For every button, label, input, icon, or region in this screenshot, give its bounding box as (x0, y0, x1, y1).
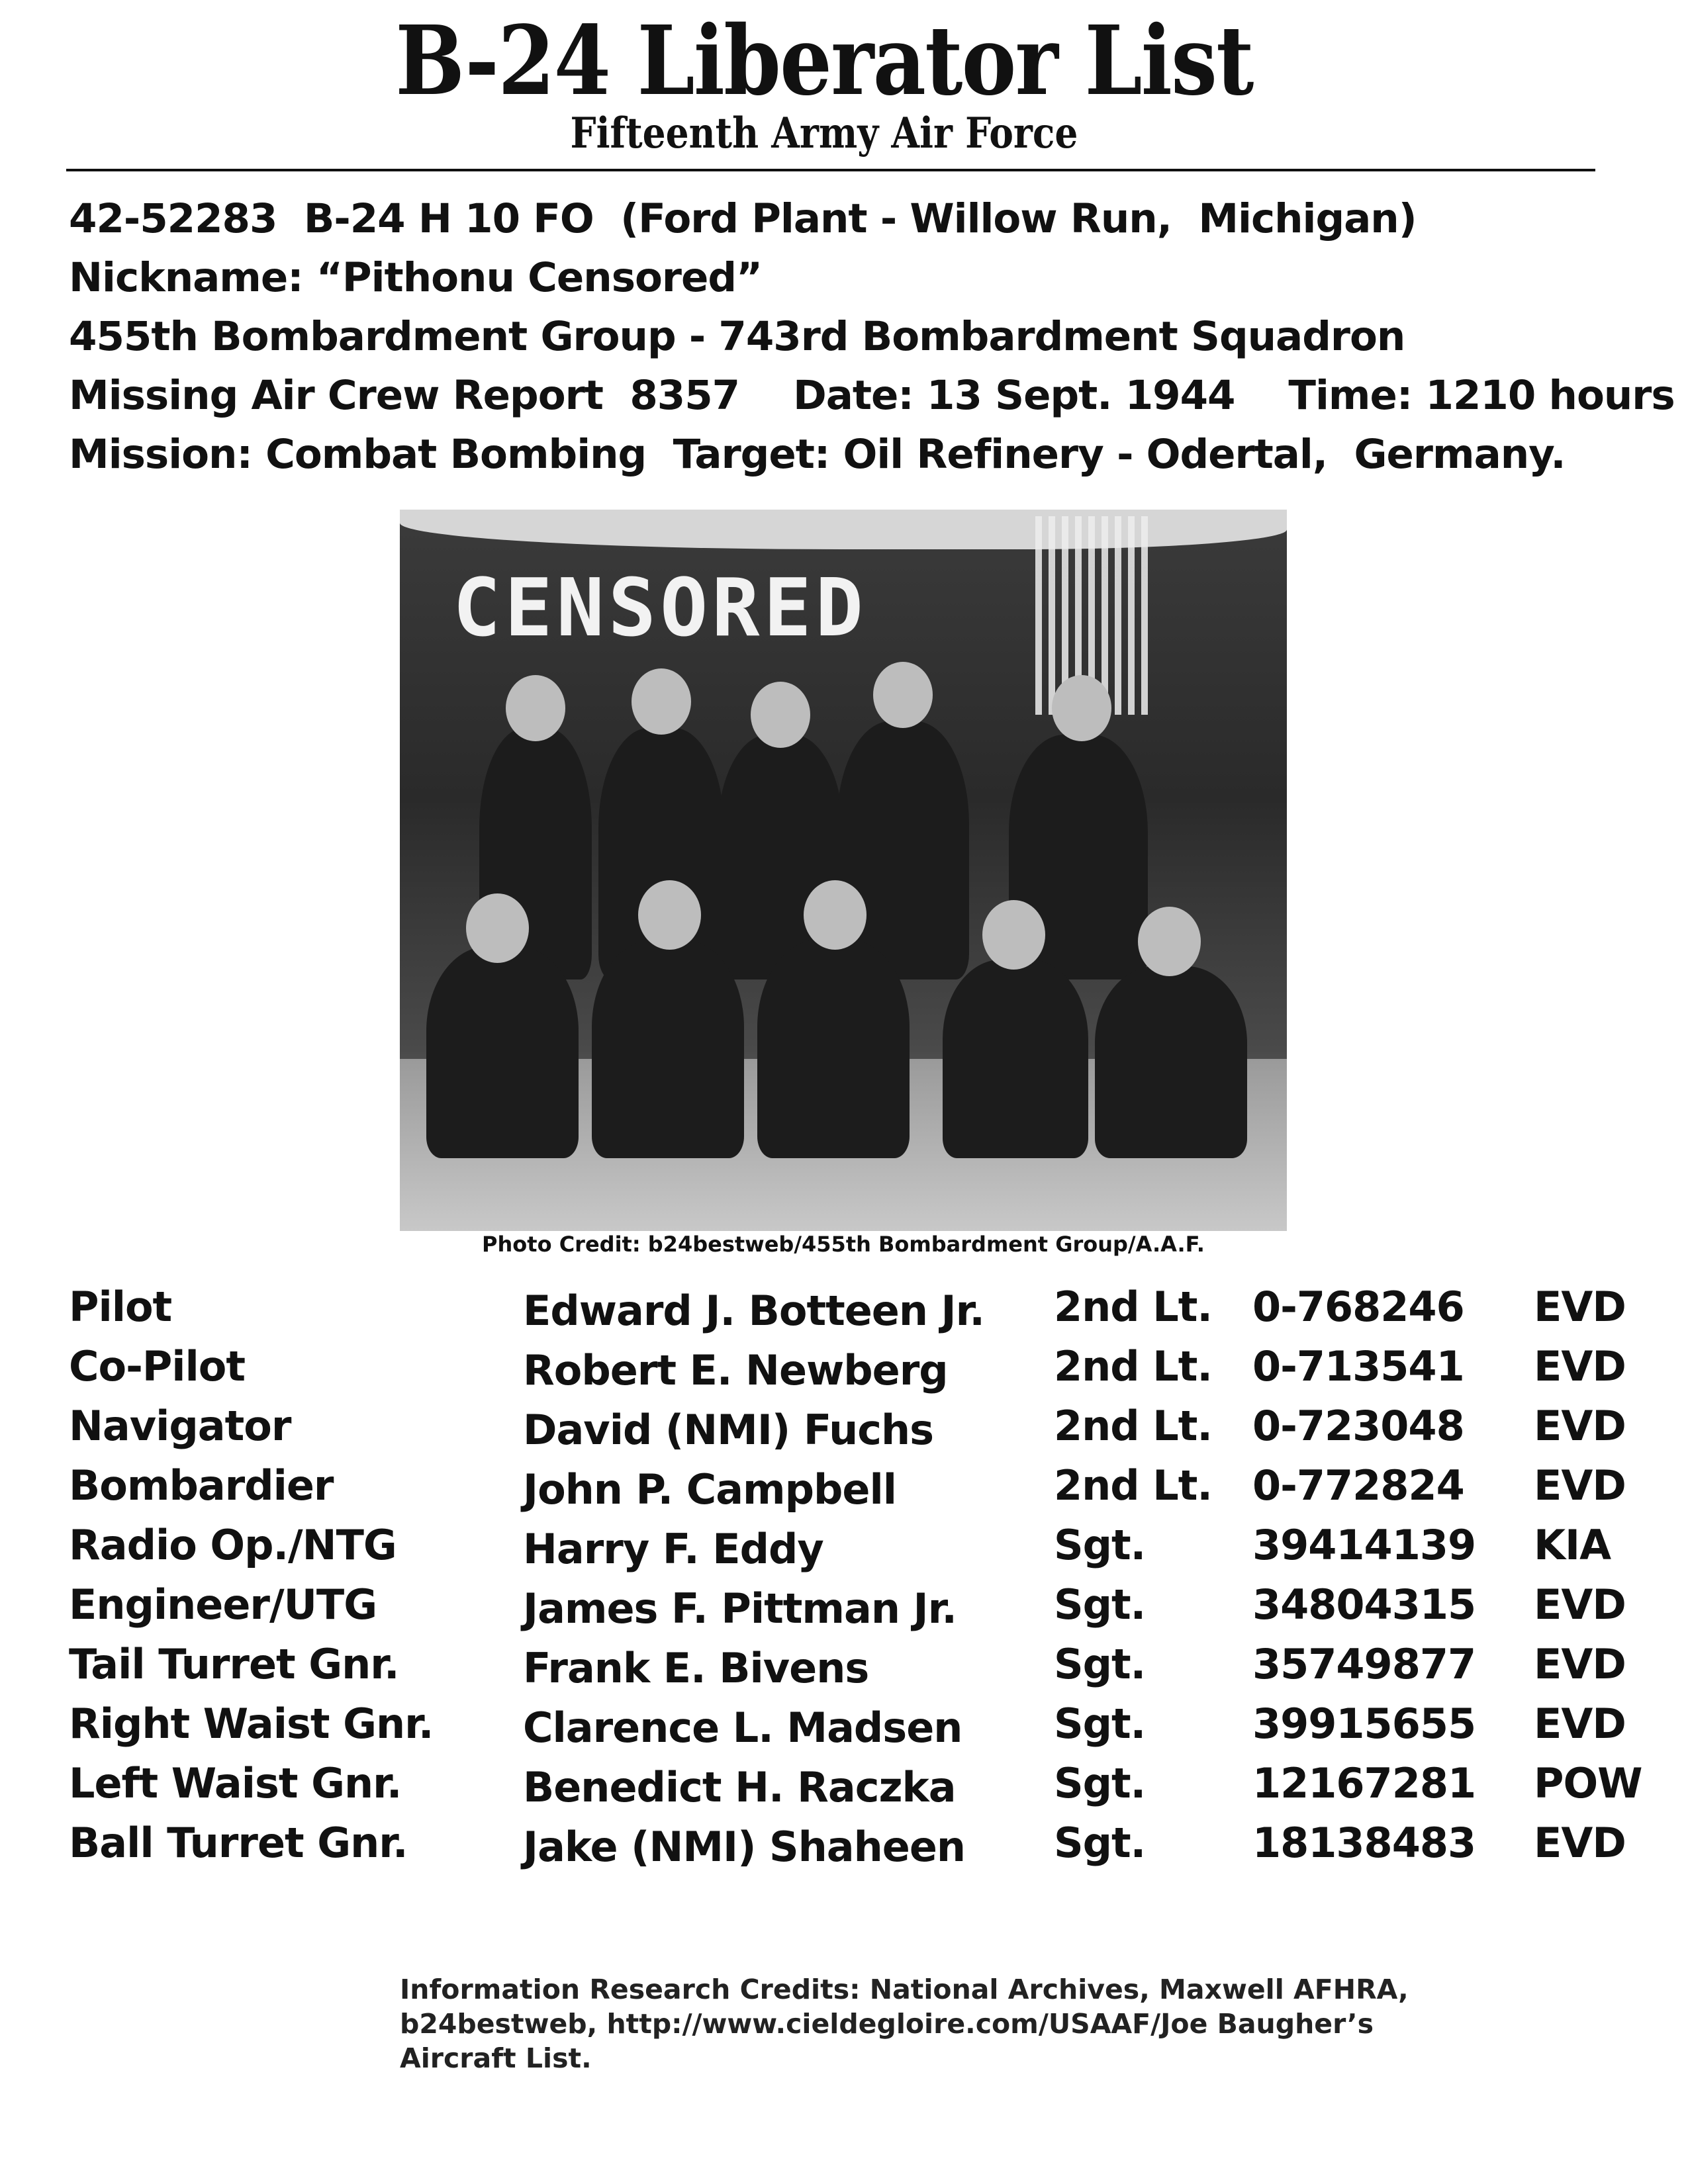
crew-rank: Sgt. (1054, 1819, 1146, 1867)
crew-serial: 0-723048 (1252, 1402, 1464, 1450)
crew-serial: 0-713541 (1252, 1342, 1464, 1390)
crew-status: EVD (1534, 1700, 1626, 1748)
crew-status: POW (1534, 1759, 1642, 1807)
research-credits-line: Information Research Credits: National Archives, Maxwell AFHRA, (400, 1974, 1409, 2005)
crew-serial: 0-768246 (1252, 1283, 1464, 1331)
crew-position: Engineer/UTG (69, 1580, 377, 1629)
crew-status: EVD (1534, 1342, 1626, 1390)
crew-serial: 18138483 (1252, 1819, 1476, 1867)
crew-row (69, 1635, 1684, 1694)
crew-position: Bombardier (69, 1461, 334, 1510)
photo-figure-head (466, 893, 529, 963)
photo-figure-head (873, 662, 933, 728)
crew-name: James F. Pittman Jr. (523, 1584, 957, 1633)
crew-row (69, 1754, 1684, 1813)
crew-rank: Sgt. (1054, 1640, 1146, 1688)
crew-name: Clarence L. Madsen (523, 1704, 962, 1752)
page-title: B-24 Liberator List (395, 5, 1253, 116)
photo-figure-head (506, 675, 565, 741)
crew-row (69, 1516, 1684, 1575)
crew-status: EVD (1534, 1640, 1626, 1688)
crew-position: Left Waist Gnr. (69, 1759, 402, 1807)
photo-figure-head (1138, 907, 1201, 976)
crew-rank: Sgt. (1054, 1580, 1146, 1629)
crew-serial: 39915655 (1252, 1700, 1476, 1748)
crew-row (69, 1694, 1684, 1754)
page-subtitle: Fifteenth Army Air Force (570, 109, 1078, 158)
photo-figure-head (632, 668, 691, 735)
aircraft-mission-line: Mission: Combat Bombing Target: Oil Refinery - Odertal, Germany. (69, 431, 1566, 478)
crew-serial: 39414139 (1252, 1521, 1476, 1569)
crew-name: Jake (NMI) Shaheen (523, 1823, 966, 1871)
crew-position: Co-Pilot (69, 1342, 246, 1390)
crew-rank: Sgt. (1054, 1759, 1146, 1807)
crew-status: EVD (1534, 1819, 1626, 1867)
crew-serial: 34804315 (1252, 1580, 1476, 1629)
crew-row (69, 1337, 1684, 1396)
crew-serial: 35749877 (1252, 1640, 1476, 1688)
crew-rank: Sgt. (1054, 1521, 1146, 1569)
crew-row (69, 1396, 1684, 1456)
crew-name: Harry F. Eddy (523, 1525, 823, 1573)
crew-position: Pilot (69, 1283, 172, 1331)
crew-name: Edward J. Botteen Jr. (523, 1287, 984, 1335)
crew-rank: 2nd Lt. (1054, 1461, 1212, 1510)
photo-figure-head (1052, 675, 1111, 741)
crew-photo (400, 510, 1287, 1231)
crew-name: Frank E. Bivens (523, 1644, 869, 1692)
photo-figure-head (638, 880, 701, 950)
crew-roster (69, 1277, 1684, 1873)
photo-credit: Photo Credit: b24bestweb/455th Bombardment Group/A.A.F. (482, 1232, 1205, 1257)
photo-figure (943, 960, 1088, 1158)
crew-serial: 12167281 (1252, 1759, 1476, 1807)
crew-rank: 2nd Lt. (1054, 1342, 1212, 1390)
photo-figure (757, 940, 910, 1158)
aircraft-serial-line: 42-52283 B-24 H 10 FO (Ford Plant - Willow Run, Michigan) (69, 195, 1417, 242)
crew-position: Tail Turret Gnr. (69, 1640, 399, 1688)
research-credits-line: Aircraft List. (400, 2042, 592, 2074)
title-divider (66, 169, 1595, 171)
photo-nose-art-text: CENSORED (453, 563, 867, 655)
crew-name: Benedict H. Raczka (523, 1763, 956, 1811)
crew-row (69, 1456, 1684, 1516)
crew-status: KIA (1534, 1521, 1611, 1569)
crew-rank: 2nd Lt. (1054, 1283, 1212, 1331)
aircraft-info (69, 189, 1675, 484)
aircraft-macr-line: Missing Air Crew Report 8357 Date: 13 Sept. 1944 Time: 1210 hours (69, 372, 1675, 419)
research-credits (400, 1972, 1426, 2075)
crew-position: Radio Op./NTG (69, 1521, 397, 1569)
photo-figure (592, 940, 744, 1158)
crew-serial: 0-772824 (1252, 1461, 1464, 1510)
aircraft-unit-line: 455th Bombardment Group - 743rd Bombardment Squadron (69, 313, 1405, 360)
crew-position: Right Waist Gnr. (69, 1700, 434, 1748)
crew-status: EVD (1534, 1580, 1626, 1629)
photo-figure-head (804, 880, 867, 950)
crew-status: EVD (1534, 1402, 1626, 1450)
photo-figure-head (982, 900, 1045, 970)
photo-figure (1095, 966, 1247, 1158)
crew-name: John P. Campbell (523, 1465, 896, 1514)
aircraft-nickname-line: Nickname: “Pithonu Censored” (69, 254, 763, 301)
crew-row (69, 1813, 1684, 1873)
crew-row (69, 1277, 1684, 1337)
crew-name: David (NMI) Fuchs (523, 1406, 934, 1454)
crew-position: Navigator (69, 1402, 291, 1450)
crew-status: EVD (1534, 1283, 1626, 1331)
crew-rank: Sgt. (1054, 1700, 1146, 1748)
research-credits-line: b24bestweb, http://www.cieldegloire.com/USAAF/Joe Baugher’s (400, 2008, 1374, 2040)
crew-row (69, 1575, 1684, 1635)
crew-name: Robert E. Newberg (523, 1346, 948, 1394)
crew-status: EVD (1534, 1461, 1626, 1510)
crew-position: Ball Turret Gnr. (69, 1819, 408, 1867)
crew-rank: 2nd Lt. (1054, 1402, 1212, 1450)
photo-figure-head (751, 682, 810, 748)
photo-figure (426, 946, 579, 1158)
